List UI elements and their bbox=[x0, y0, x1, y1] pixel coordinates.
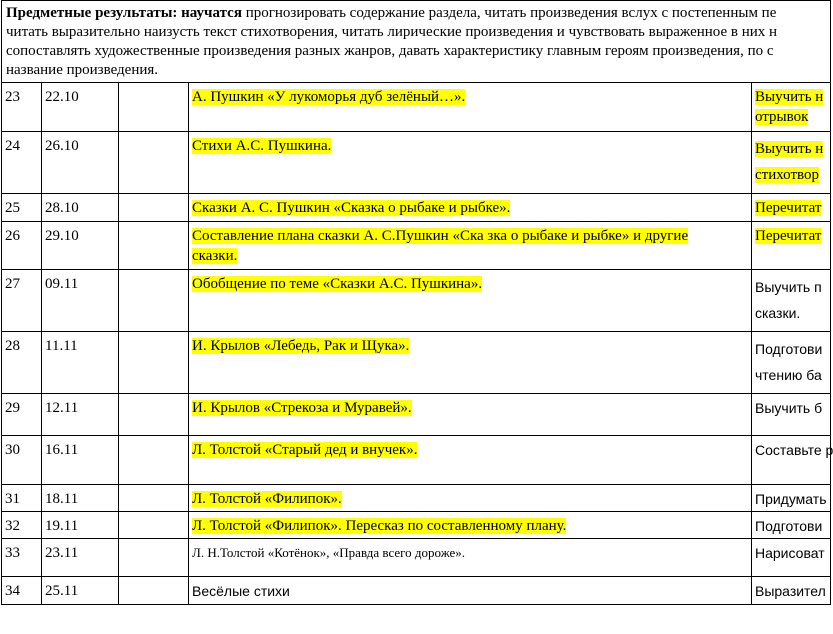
homework-cell bbox=[752, 222, 831, 270]
homework-line1: Подготови bbox=[755, 341, 823, 357]
topic-text: Л. Толстой «Филипок». Пересказ по составленному плану. bbox=[192, 518, 567, 534]
lesson-number: 26 bbox=[2, 222, 42, 270]
lesson-number: 27 bbox=[2, 270, 42, 332]
topic-text: Составление плана сказки А. С.Пушкин «Ска зка о рыбаке и рыбке» и другие bbox=[192, 228, 689, 244]
homework-cell bbox=[752, 485, 831, 512]
empty-cell bbox=[119, 512, 189, 539]
homework-line1: Выучить н bbox=[755, 141, 824, 157]
homework-cell bbox=[752, 194, 831, 222]
empty-cell bbox=[119, 222, 189, 270]
lesson-date: 29.10 bbox=[42, 222, 119, 270]
document-page bbox=[1, 0, 831, 605]
homework-cell bbox=[752, 512, 831, 539]
table-row bbox=[2, 270, 831, 332]
lesson-date: 22.10 bbox=[42, 83, 119, 132]
lesson-date: 09.11 bbox=[42, 270, 119, 332]
empty-cell bbox=[119, 270, 189, 332]
topic-text: Весёлые стихи bbox=[192, 583, 290, 599]
empty-cell bbox=[119, 394, 189, 436]
homework-line2: отрывок bbox=[755, 109, 809, 125]
lesson-number: 34 bbox=[2, 577, 42, 605]
lesson-date: 25.11 bbox=[42, 577, 119, 605]
table-row bbox=[2, 485, 831, 512]
table-row bbox=[2, 539, 831, 577]
table-row bbox=[2, 132, 831, 194]
table-row bbox=[2, 577, 831, 605]
lesson-number: 30 bbox=[2, 436, 42, 485]
lesson-number: 28 bbox=[2, 332, 42, 394]
lesson-date: 19.11 bbox=[42, 512, 119, 539]
topic-text: Стихи А.С. Пушкина. bbox=[192, 138, 332, 154]
lesson-date: 11.11 bbox=[42, 332, 119, 394]
lesson-number: 24 bbox=[2, 132, 42, 194]
topic-text: Л. Н.Толстой «Котёнок», «Правда всего дороже». bbox=[192, 545, 466, 560]
intro-line1: прогнозировать содержание раздела, читать произведения вслух с постепенным пе bbox=[241, 5, 777, 21]
lesson-topic bbox=[189, 539, 752, 577]
lesson-topic bbox=[189, 132, 752, 194]
lesson-date: 12.11 bbox=[42, 394, 119, 436]
topic-text: Л. Толстой «Филипок». bbox=[192, 491, 342, 507]
empty-cell bbox=[119, 83, 189, 132]
lesson-number: 23 bbox=[2, 83, 42, 132]
homework-line2: стихотвор bbox=[755, 167, 820, 183]
topic-text: А. Пушкин «У лукоморья дуб зелёный…». bbox=[192, 89, 466, 105]
intro-line2b: , читать лирические произведения и чувствовать выраженное в них н bbox=[334, 24, 778, 40]
homework-line1: Выразител bbox=[755, 583, 826, 599]
homework-line1: Выучить б bbox=[755, 400, 823, 416]
homework-cell bbox=[752, 270, 831, 332]
homework-line1: Подготови bbox=[755, 518, 823, 534]
lesson-topic bbox=[189, 270, 752, 332]
lesson-number: 31 bbox=[2, 485, 42, 512]
lesson-number: 32 bbox=[2, 512, 42, 539]
table-row bbox=[2, 194, 831, 222]
homework-line1: Составьте р bbox=[755, 442, 833, 458]
table-row bbox=[2, 512, 831, 539]
lesson-date: 18.11 bbox=[42, 485, 119, 512]
empty-cell bbox=[119, 132, 189, 194]
topic-text: Сказки А. С. Пушкин «Сказка о рыбаке и рыбке». bbox=[192, 200, 511, 216]
lesson-date: 26.10 bbox=[42, 132, 119, 194]
topic-text: И. Крылов «Лебедь, Рак и Щука». bbox=[192, 338, 410, 354]
homework-cell bbox=[752, 332, 831, 394]
homework-line1: Выучить н bbox=[755, 89, 824, 105]
table-row bbox=[2, 332, 831, 394]
table-row bbox=[2, 436, 831, 485]
homework-line1: Перечитат bbox=[755, 200, 822, 216]
lesson-topic bbox=[189, 577, 752, 605]
topic-text: И. Крылов «Стрекоза и Муравей». bbox=[192, 400, 412, 416]
topic-text: Л. Толстой «Старый дед и внучек». bbox=[192, 442, 418, 458]
empty-cell bbox=[119, 436, 189, 485]
topic-text-line2: сказки. bbox=[192, 248, 238, 264]
intro-line3: сопоставлять художественные произведения разных жанров, давать характеристику главным героям произведения, по с bbox=[6, 43, 774, 59]
table-row bbox=[2, 222, 831, 270]
topic-text: Обобщение по теме «Сказки А.С. Пушкина». bbox=[192, 276, 483, 292]
homework-cell bbox=[752, 539, 831, 577]
empty-cell bbox=[119, 485, 189, 512]
lesson-topic bbox=[189, 512, 752, 539]
homework-line1: Перечитат bbox=[755, 228, 822, 244]
homework-cell bbox=[752, 394, 831, 436]
empty-cell bbox=[119, 577, 189, 605]
homework-line2: чтению ба bbox=[755, 367, 822, 383]
empty-cell bbox=[119, 332, 189, 394]
table-row bbox=[2, 394, 831, 436]
lesson-number: 29 bbox=[2, 394, 42, 436]
lesson-date: 23.11 bbox=[42, 539, 119, 577]
table-row bbox=[2, 83, 831, 132]
lesson-topic bbox=[189, 394, 752, 436]
lesson-number: 33 bbox=[2, 539, 42, 577]
homework-line1: Нарисоват bbox=[755, 545, 825, 561]
intro-lead: Предметные результаты: научатся bbox=[6, 5, 242, 21]
homework-line2: сказки. bbox=[755, 305, 801, 321]
lesson-plan-table bbox=[1, 82, 831, 605]
lesson-topic bbox=[189, 194, 752, 222]
lesson-number: 25 bbox=[2, 194, 42, 222]
empty-cell bbox=[119, 539, 189, 577]
lesson-topic bbox=[189, 436, 752, 485]
homework-cell bbox=[752, 83, 831, 132]
lesson-date: 16.11 bbox=[42, 436, 119, 485]
homework-cell bbox=[752, 132, 831, 194]
empty-cell bbox=[119, 194, 189, 222]
homework-line1: Придумать bbox=[755, 491, 827, 507]
lesson-topic bbox=[189, 222, 752, 270]
intro-line4: название произведения. bbox=[6, 62, 159, 78]
homework-cell bbox=[752, 436, 831, 485]
subject-results-paragraph bbox=[1, 0, 831, 82]
homework-line1: Выучить п bbox=[755, 279, 822, 295]
intro-line2a: читать выразительно наизусть текст стихотворения bbox=[6, 24, 335, 40]
lesson-topic bbox=[189, 83, 752, 132]
lesson-topic bbox=[189, 485, 752, 512]
lesson-topic bbox=[189, 332, 752, 394]
lesson-date: 28.10 bbox=[42, 194, 119, 222]
homework-cell bbox=[752, 577, 831, 605]
